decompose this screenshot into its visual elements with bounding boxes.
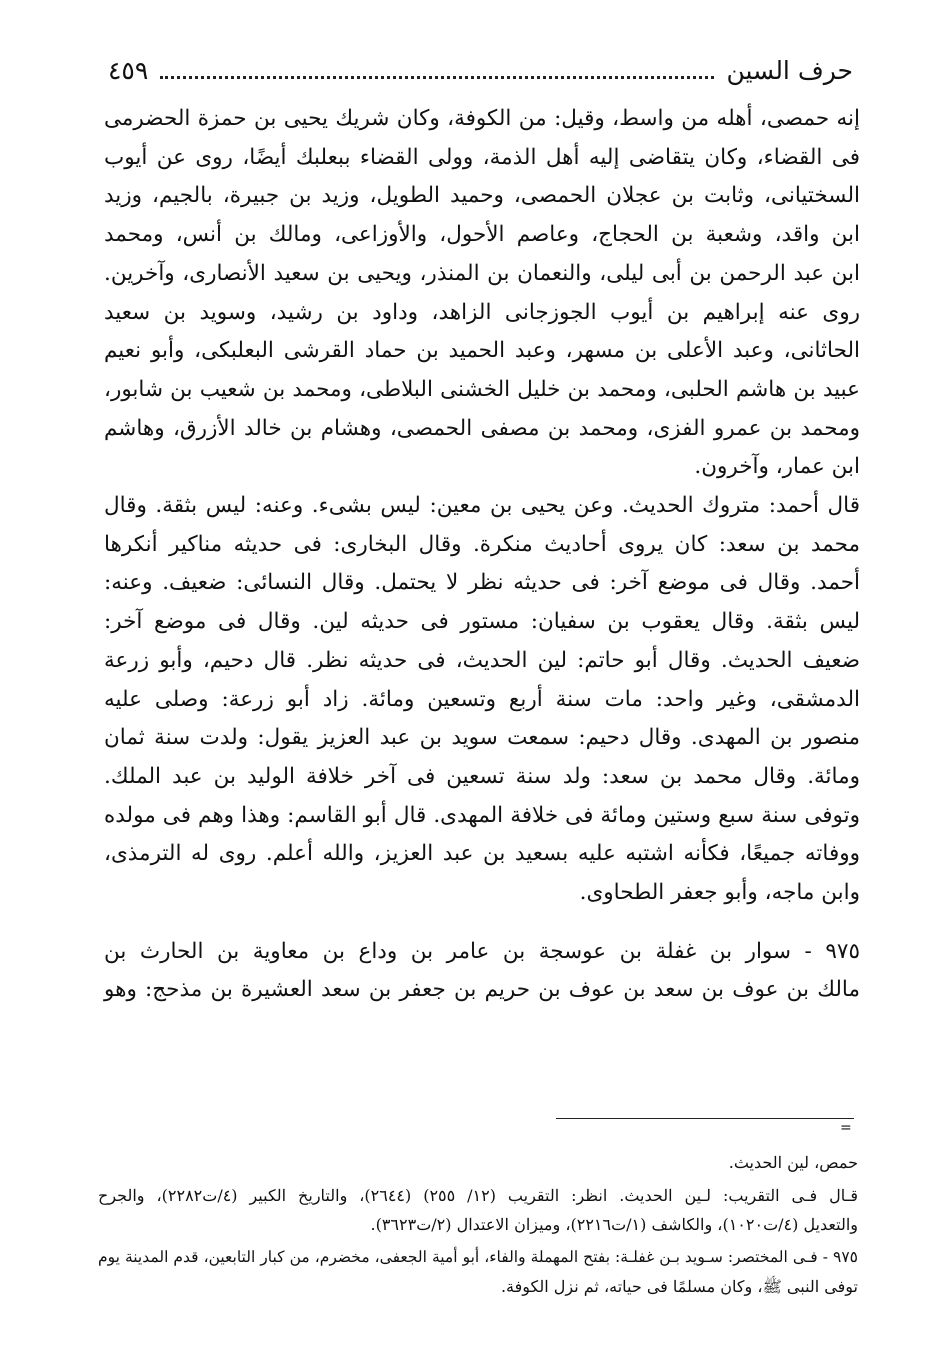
text-line: منصور بن المهدى. وقال دحيم: سمعت سويد بن عبد العزيز يقول: ولدت سنة ثمان (104, 725, 860, 751)
paragraph-entry-975 (104, 933, 860, 1010)
footnote (98, 1181, 858, 1239)
page-header (108, 50, 853, 90)
text-line: ابن واقد، وشعبة بن الحجاج، وعاصم الأحول، والأوزاعى، ومالك بن أنس، ومحمد (104, 222, 860, 248)
text-line: أحمد. وقال فى موضع آخر: فى حديثه نظر لا يحتمل. وقال النسائى: ضعيف. وعنه: (104, 570, 860, 596)
text-line: عبيد بن هاشم الحلبى، ومحمد بن خليل الخشنى البلاطى، ومحمد بن شعيب بن شابور، (104, 376, 860, 402)
footnote-line: قـال فـى التقريب: لـين الحديث. انظر: التقريب (١٢/ ٢٥٥) (٢٦٤٤)، والتاريخ الكبير (٤/ت٢٢٨٢)، والجرح (98, 1186, 858, 1205)
text-line: الدمشقى، وغير واحد: مات سنة أربع وتسعين ومائة. زاد أبو زرعة: وصلى عليه (104, 686, 860, 712)
text-line: الحاثانى، وعبد الأعلى بن مسهر، وعبد الحميد بن حماد القرشى البعلبكى، وأبو نعيم (104, 338, 860, 364)
footnote-separator (556, 1118, 854, 1119)
paragraph-biography (104, 100, 860, 487)
text-line: ٩٧٥ - سوار بن غفلة بن عوسجة بن عامر بن وداع بن معاوية بن الحارث بن (104, 938, 860, 964)
header-dotted-leader (160, 74, 714, 79)
text-line: ووفاته جميعًا، فكأنه اشتبه عليه بسعيد بن عبد العزيز، والله أعلم. روى له الترمذى، (104, 841, 860, 867)
text-line: ضعيف الحديث. وقال أبو حاتم: لين الحديث، فى حديثه نظر. قال دحيم، وأبو زرعة (104, 647, 860, 673)
footnote-line: ٩٧٥ - فـى المختصر: سـويد بـن غفلـة: بفتح المهملة والفاء، أبو أمية الجعفى، مخضرم، من كبار التابعين، قدم المدينة يوم (98, 1248, 858, 1266)
page-number: ٤٥٩ (108, 55, 149, 85)
footnote-line: حمص، لين الحديث. (728, 1153, 858, 1172)
text-line: ابن عمار، وآخرون. (694, 454, 860, 480)
footnote-line: والتعديل (٤/ت١٠٢٠)، والكاشف (١/ت٢٢١٦)، وميزان الاعتدال (٢/ت٣٦٢٣). (370, 1215, 858, 1234)
footnote-continuation-mark: = (840, 1120, 852, 1136)
footnote-line: توفى النبى ﷺ، وكان مسلمًا فى حياته، ثم نزل الكوفة. (500, 1277, 858, 1296)
text-line: مالك بن عوف بن سعد بن عوف بن حريم بن جعفر بن سعد العشيرة بن مذحج: وهو (104, 977, 860, 1003)
text-line: ومائة. وقال محمد بن سعد: ولد سنة تسعين فى آخر خلافة الوليد بن عبد الملك. (104, 763, 860, 789)
chapter-title: حرف السين (726, 55, 853, 85)
text-line: وتوفى سنة سبع وستين ومائة فى خلافة المهدى. قال أبو القاسم: وهذا وهم فى مولده (104, 802, 860, 828)
footnotes (98, 1148, 858, 1305)
main-text (104, 100, 860, 1010)
text-line: ومحمد بن عمرو الفزى، ومحمد بن مصفى الحمصى، وهشام بن خالد الأزرق، وهاشم (104, 415, 860, 441)
text-line: فى القضاء، وكان يتقاضى إليه أهل الذمة، وولى القضاء ببعلبك أيضًا، روى عن أيوب (104, 144, 860, 170)
text-line: السختيانى، وثابت بن عجلان الحمصى، وحميد الطويل، وزيد بن جبيرة، بالجيم، وزيد (104, 183, 860, 209)
text-line: محمد بن سعد: كان يروى أحاديث منكرة. وقال البخارى: فى حديثه مناكير أنكرها (104, 531, 860, 557)
paragraph-critique (104, 487, 860, 913)
footnote (98, 1148, 858, 1177)
text-line: قال أحمد: متروك الحديث. وعن يحيى بن معين: ليس بشىء. وعنه: ليس بثقة. وقال (104, 493, 860, 519)
footnote (98, 1243, 858, 1301)
text-line: ابن عبد الرحمن بن أبى ليلى، والنعمان بن المنذر، ويحيى بن سعيد الأنصارى، وآخرين. (104, 260, 860, 286)
text-line: وابن ماجه، وأبو جعفر الطحاوى. (579, 880, 860, 906)
text-line: إنه حمصى، أهله من واسط، وقيل: من الكوفة، وكان شريك يحيى بن حمزة الحضرمى (104, 106, 860, 131)
text-line: ليس بثقة. وقال يعقوب بن سفيان: مستور فى حديثه لين. وقال فى موضع آخر: (104, 609, 860, 635)
text-line: روى عنه إبراهيم بن أيوب الجوزجانى الزاهد، وداود بن رشيد، وسويد بن سعيد (104, 299, 860, 325)
